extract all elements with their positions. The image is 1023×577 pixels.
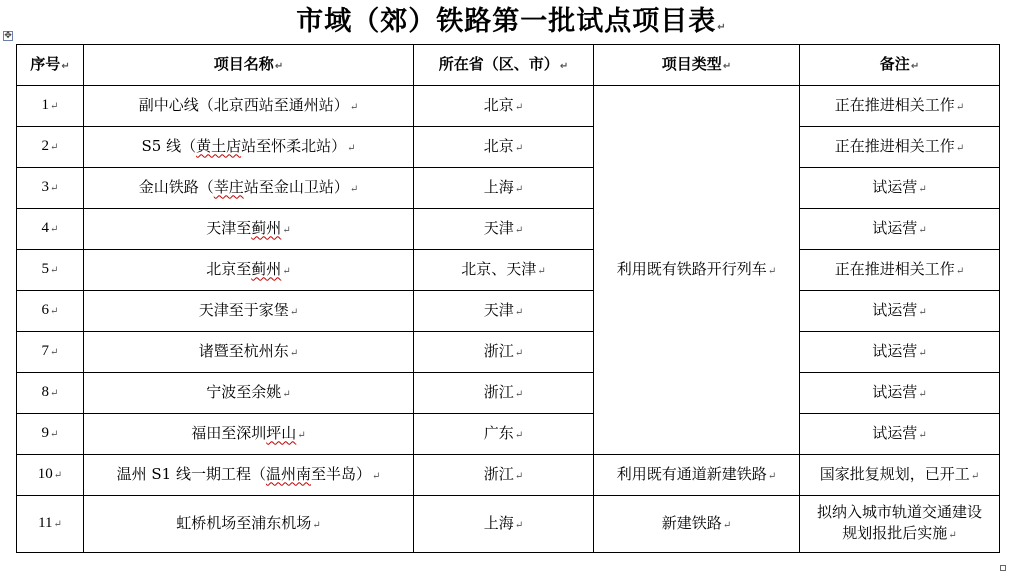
col-header-province: 所在省（区、市）↵ — [414, 45, 594, 86]
province: 北京、天津↵ — [414, 250, 594, 291]
col-header-note: 备注↵ — [800, 45, 1000, 86]
table-row — [17, 455, 1000, 496]
remark: 试运营↵ — [800, 209, 1000, 250]
province: 北京↵ — [414, 127, 594, 168]
row-number: 11↵ — [17, 496, 84, 553]
project-name: 天津至于家堡↵ — [84, 291, 414, 332]
province: 天津↵ — [414, 209, 594, 250]
remark: 正在推进相关工作↵ — [800, 250, 1000, 291]
project-name: 福田至深圳坪山↵ — [84, 414, 414, 455]
table-resize-handle[interactable] — [1000, 565, 1006, 571]
row-number: 4↵ — [17, 209, 84, 250]
document-title: 市域（郊）铁路第一批试点项目表↵ — [296, 6, 727, 37]
row-number: 3↵ — [17, 168, 84, 209]
pilot-project-table — [16, 44, 1000, 553]
row-number: 7↵ — [17, 332, 84, 373]
row-number: 1↵ — [17, 86, 84, 127]
table-row — [17, 414, 1000, 455]
table-move-handle[interactable]: ✥ — [4, 31, 12, 41]
project-name: 副中心线（北京西站至通州站）↵ — [84, 86, 414, 127]
table-row — [17, 496, 1000, 553]
remark: 正在推进相关工作↵ — [800, 127, 1000, 168]
remark: 试运营↵ — [800, 291, 1000, 332]
table-row — [17, 209, 1000, 250]
project-name: S5 线（黄土店站至怀柔北站）↵ — [84, 127, 414, 168]
row-number: 9↵ — [17, 414, 84, 455]
remark: 正在推进相关工作↵ — [800, 86, 1000, 127]
project-name: 北京至蓟州↵ — [84, 250, 414, 291]
remark: 拟纳入城市轨道交通建设 规划报批后实施↵ — [800, 496, 1000, 553]
table-row — [17, 332, 1000, 373]
table-row — [17, 250, 1000, 291]
remark: 国家批复规划，已开工↵ — [800, 455, 1000, 496]
project-name: 天津至蓟州↵ — [84, 209, 414, 250]
remark: 试运营↵ — [800, 332, 1000, 373]
col-header-type: 项目类型↵ — [594, 45, 800, 86]
project-type: 新建铁路↵ — [594, 496, 800, 553]
table-row — [17, 168, 1000, 209]
row-number: 10↵ — [17, 455, 84, 496]
paragraph-mark: ↵ — [717, 22, 727, 33]
project-type-merged: 利用既有铁路开行列车↵ — [594, 86, 800, 455]
table-row — [17, 127, 1000, 168]
row-number: 6↵ — [17, 291, 84, 332]
province: 上海↵ — [414, 496, 594, 553]
row-number: 5↵ — [17, 250, 84, 291]
row-number: 8↵ — [17, 373, 84, 414]
remark: 试运营↵ — [800, 373, 1000, 414]
col-header-name: 项目名称↵ — [84, 45, 414, 86]
project-name: 虹桥机场至浦东机场↵ — [84, 496, 414, 553]
table-row — [17, 291, 1000, 332]
row-number: 2↵ — [17, 127, 84, 168]
province: 上海↵ — [414, 168, 594, 209]
province: 广东↵ — [414, 414, 594, 455]
project-name: 金山铁路（莘庄站至金山卫站）↵ — [84, 168, 414, 209]
remark: 试运营↵ — [800, 414, 1000, 455]
province: 天津↵ — [414, 291, 594, 332]
remark: 试运营↵ — [800, 168, 1000, 209]
project-name: 宁波至余姚↵ — [84, 373, 414, 414]
province: 浙江↵ — [414, 455, 594, 496]
project-name: 诸暨至杭州东↵ — [84, 332, 414, 373]
province: 浙江↵ — [414, 373, 594, 414]
table-row — [17, 86, 1000, 127]
province: 北京↵ — [414, 86, 594, 127]
project-name: 温州 S1 线一期工程（温州南至半岛）↵ — [84, 455, 414, 496]
project-type: 利用既有通道新建铁路↵ — [594, 455, 800, 496]
header-row — [17, 45, 1000, 86]
table-row — [17, 373, 1000, 414]
province: 浙江↵ — [414, 332, 594, 373]
col-header-no: 序号↵ — [17, 45, 84, 86]
